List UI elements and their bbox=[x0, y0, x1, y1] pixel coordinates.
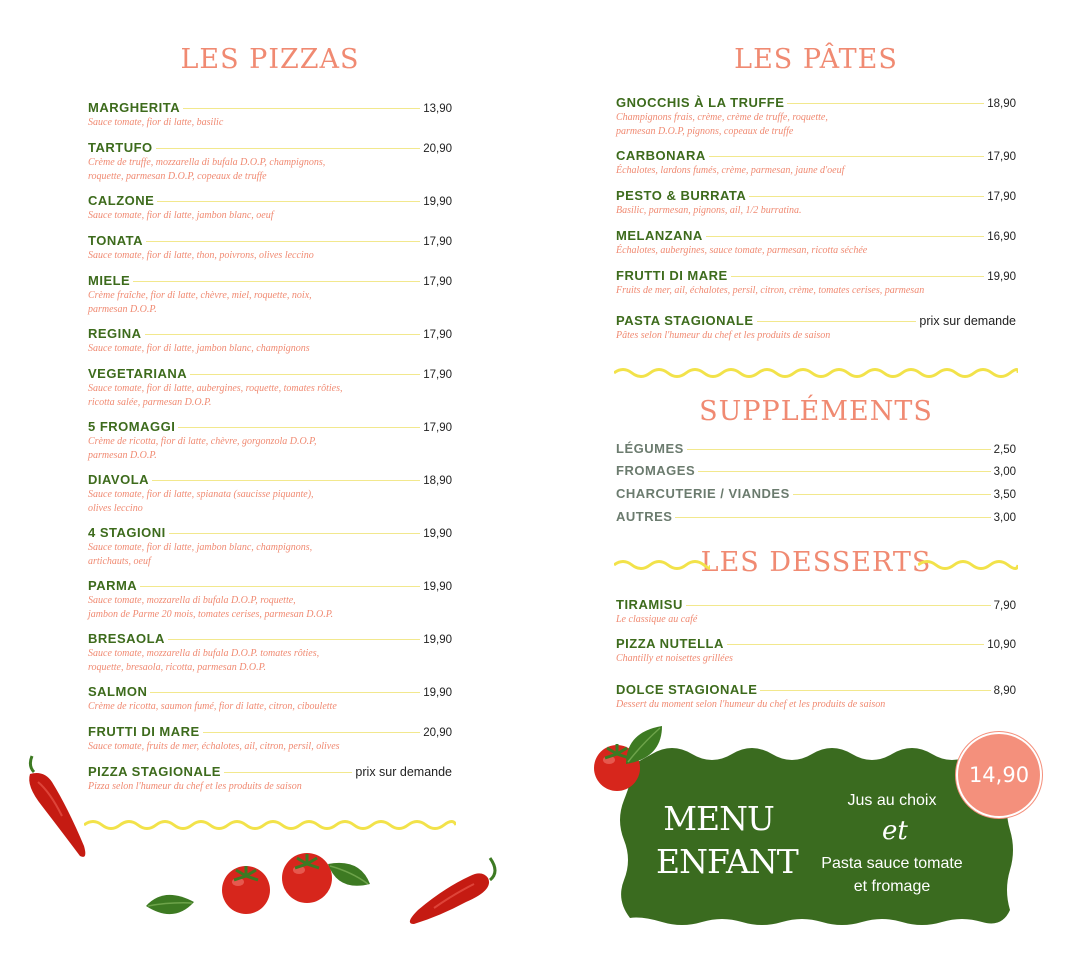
menu-item-price: 18,90 bbox=[423, 475, 452, 487]
menu-item-header bbox=[88, 140, 452, 155]
menu-item-description: Le classique au café bbox=[616, 614, 698, 625]
leader-line bbox=[698, 471, 990, 472]
leader-line bbox=[757, 321, 917, 322]
tomato-icon bbox=[220, 862, 272, 914]
menu-item-price: 19,90 bbox=[423, 634, 452, 646]
leader-line bbox=[140, 586, 420, 587]
leader-line bbox=[793, 494, 991, 495]
supplement-row bbox=[616, 463, 1016, 478]
menu-item-header bbox=[88, 764, 452, 779]
menu-item-description: Échalotes, aubergines, sauce tomate, parmesan, ricotta séchée bbox=[616, 245, 868, 256]
menu-item-name: CALZONE bbox=[88, 193, 155, 208]
menu-item bbox=[616, 268, 1016, 298]
leader-line bbox=[190, 374, 420, 375]
menu-item-description: Sauce tomate, mozzarella di bufala D.O.P. tomates rôties, roquette, bresaola, ricotta, parmesan D.O.P. bbox=[88, 648, 320, 673]
leader-line bbox=[687, 449, 991, 450]
menu-item bbox=[616, 228, 1016, 258]
section-title-supplements: SUPPLÉMENTS bbox=[699, 396, 933, 427]
menu-item bbox=[88, 724, 452, 754]
kids-menu-line3: et fromage bbox=[853, 878, 931, 895]
supplement-name: LÉGUMES bbox=[616, 441, 684, 456]
menu-item bbox=[616, 682, 1016, 712]
menu-item bbox=[88, 140, 452, 183]
leader-line bbox=[169, 533, 421, 534]
menu-item-description: Sauce tomate, fruits de mer, échalotes, ail, citron, persil, olives bbox=[88, 741, 340, 752]
leader-line bbox=[709, 156, 985, 157]
menu-item-header bbox=[88, 193, 452, 208]
menu-item-header bbox=[88, 684, 452, 699]
menu-item-header bbox=[616, 682, 1016, 697]
menu-item-name: FRUTTI DI MARE bbox=[616, 268, 728, 283]
menu-item-name: TONATA bbox=[88, 233, 143, 248]
menu-item-header bbox=[88, 233, 452, 248]
menu-item-description: Sauce tomate, fior di latte, jambon blanc, champignons, artichauts, oeuf bbox=[88, 542, 313, 567]
leader-line bbox=[224, 772, 352, 773]
menu-item-name: PIZZA NUTELLA bbox=[616, 636, 724, 651]
menu-item-name: SALMON bbox=[88, 684, 148, 699]
menu-item-price: 20,90 bbox=[423, 727, 452, 739]
menu-item-description: Crème fraîche, fior di latte, chèvre, miel, roquette, noix, parmesan D.O.P. bbox=[88, 290, 312, 315]
menu-item bbox=[88, 100, 452, 130]
leader-line bbox=[133, 281, 420, 282]
menu-item-description: Champignons frais, crème, crème de truffe, roquette, parmesan D.O.P, pignons, copeaux de truffe bbox=[616, 112, 828, 137]
menu-item-name: MELANZANA bbox=[616, 228, 703, 243]
kids-menu-line2: Pasta sauce tomate bbox=[821, 855, 963, 872]
menu-item-name: GNOCCHIS À LA TRUFFE bbox=[616, 95, 785, 110]
menu-item bbox=[616, 313, 1016, 343]
menu-item-name: 4 STAGIONI bbox=[88, 525, 166, 540]
menu-item-header bbox=[616, 188, 1016, 203]
menu-item-price: 16,90 bbox=[987, 231, 1016, 243]
menu-item-price: 18,90 bbox=[987, 98, 1016, 110]
basil-leaf-icon bbox=[144, 888, 198, 922]
menu-item-price: prix sur demande bbox=[919, 314, 1016, 328]
leader-line bbox=[150, 692, 420, 693]
menu-item-header bbox=[88, 525, 452, 540]
menu-item-description: Sauce tomate, mozzarella di bufala D.O.P, roquette, jambon de Parme 20 mois, tomates cerises, parmesan D.O.P. bbox=[88, 595, 334, 620]
menu-item-price: 17,90 bbox=[987, 151, 1016, 163]
leader-line bbox=[686, 605, 991, 606]
menu-item-description: Pâtes selon l'humeur du chef et les produits de saison bbox=[616, 330, 831, 341]
basil-leaf-icon bbox=[622, 724, 668, 770]
menu-item-description: Crème de truffe, mozzarella di bufala D.O.P, champignons, roquette, parmesan D.O.P, copeaux de truffe bbox=[88, 157, 326, 182]
leader-line bbox=[760, 690, 990, 691]
section-title-desserts: LES DESSERTS bbox=[700, 547, 932, 578]
menu-item-name: MIELE bbox=[88, 273, 131, 288]
menu-item-price: 17,90 bbox=[423, 422, 452, 434]
menu-item bbox=[88, 233, 452, 263]
supplement-row bbox=[616, 509, 1016, 524]
menu-item-header bbox=[616, 313, 1016, 328]
menu-item-description: Pizza selon l'humeur du chef et les produits de saison bbox=[88, 781, 302, 792]
menu-item-price: 19,90 bbox=[987, 271, 1016, 283]
leader-line bbox=[706, 236, 984, 237]
wave-divider-pates bbox=[614, 366, 1018, 380]
menu-item-name: TIRAMISU bbox=[616, 597, 683, 612]
menu-item-name: CARBONARA bbox=[616, 148, 706, 163]
right-column bbox=[616, 0, 1016, 720]
leader-line bbox=[178, 427, 420, 428]
menu-item-price: 20,90 bbox=[423, 143, 452, 155]
menu-item-header bbox=[616, 148, 1016, 163]
leader-line bbox=[731, 276, 985, 277]
menu-item-description: Crème de ricotta, fior di latte, chèvre, gorgonzola D.O.P, parmesan D.O.P. bbox=[88, 436, 317, 461]
menu-item-header bbox=[616, 268, 1016, 283]
supplement-price: 2,50 bbox=[993, 444, 1016, 456]
kids-menu-line1: Jus au choix bbox=[847, 792, 937, 809]
menu-item bbox=[88, 472, 452, 515]
red-chili-icon bbox=[22, 752, 94, 864]
menu-item bbox=[88, 764, 452, 794]
supplement-row bbox=[616, 441, 1016, 456]
menu-item-name: PIZZA STAGIONALE bbox=[88, 764, 221, 779]
menu-item-name: TARTUFO bbox=[88, 140, 153, 155]
menu-item-description: Basilic, parmesan, pignons, ail, 1/2 burratina. bbox=[616, 205, 802, 216]
menu-item-description: Sauce tomate, fior di latte, spianata (saucisse piquante), olives leccino bbox=[88, 489, 314, 514]
basil-leaf-icon bbox=[324, 858, 372, 898]
menu-item-name: PARMA bbox=[88, 578, 138, 593]
menu-item-description: Sauce tomate, fior di latte, aubergines, roquette, tomates rôties, ricotta salée, parmesan D.O.P. bbox=[88, 383, 343, 408]
menu-item-description: Échalotes, lardons fumés, crème, parmesan, jaune d'oeuf bbox=[616, 165, 845, 176]
leader-line bbox=[787, 103, 984, 104]
menu-item-header bbox=[88, 419, 452, 434]
menu-item-price: 19,90 bbox=[423, 581, 452, 593]
menu-item-header bbox=[616, 636, 1016, 651]
menu-item-header bbox=[616, 228, 1016, 243]
menu-item-price: 19,90 bbox=[423, 196, 452, 208]
menu-item bbox=[616, 636, 1016, 666]
menu-item-description: Fruits de mer, ail, échalotes, persil, citron, crème, tomates cerises, parmesan bbox=[616, 285, 925, 296]
wave-right-desserts bbox=[918, 558, 1018, 572]
kids-menu-title bbox=[656, 797, 798, 883]
supplement-price: 3,50 bbox=[993, 489, 1016, 501]
section-title-pates: LES PÂTES bbox=[734, 44, 898, 75]
menu-item bbox=[616, 148, 1016, 178]
menu-item bbox=[88, 326, 452, 356]
leader-line bbox=[145, 334, 421, 335]
menu-item bbox=[88, 684, 452, 714]
menu-item-header bbox=[88, 472, 452, 487]
menu-item-header bbox=[616, 95, 1016, 110]
menu-item-header bbox=[88, 326, 452, 341]
menu-item-description: Dessert du moment selon l'humeur du chef et les produits de saison bbox=[616, 699, 886, 710]
leader-line bbox=[749, 196, 984, 197]
wave-left-desserts bbox=[614, 558, 710, 572]
leader-line bbox=[156, 148, 421, 149]
supplement-name: CHARCUTERIE / VIANDES bbox=[616, 486, 790, 501]
menu-item-header bbox=[88, 578, 452, 593]
menu-item-name: MARGHERITA bbox=[88, 100, 181, 115]
kids-title-line1: MENU bbox=[663, 799, 774, 838]
menu-item bbox=[88, 193, 452, 223]
menu-item-header bbox=[88, 100, 452, 115]
menu-item-description: Sauce tomate, fior di latte, basilic bbox=[88, 117, 224, 128]
supplement-row bbox=[616, 486, 1016, 501]
menu-item-header bbox=[88, 273, 452, 288]
menu-item-header bbox=[88, 366, 452, 381]
menu-item-price: 8,90 bbox=[993, 685, 1016, 697]
kids-title-line2: ENFANT bbox=[656, 842, 798, 881]
menu-item-description: Chantilly et noisettes grillées bbox=[616, 653, 733, 664]
menu-item bbox=[616, 188, 1016, 218]
menu-item bbox=[88, 366, 452, 409]
menu-item bbox=[88, 578, 452, 621]
menu-item bbox=[88, 525, 452, 568]
supplement-name: FROMAGES bbox=[616, 463, 696, 478]
menu-item-name: DIAVOLA bbox=[88, 472, 150, 487]
menu-item-description: Sauce tomate, fior di latte, jambon blanc, champignons bbox=[88, 343, 310, 354]
menu-item-name: PASTA STAGIONALE bbox=[616, 313, 754, 328]
kids-menu-price: 14,90 bbox=[968, 763, 1030, 787]
menu-item-price: 17,90 bbox=[423, 276, 452, 288]
menu-item-price: 13,90 bbox=[423, 103, 452, 115]
menu-item bbox=[616, 597, 1016, 627]
menu-item-header bbox=[616, 597, 1016, 612]
menu-item-name: PESTO & BURRATA bbox=[616, 188, 747, 203]
pizzas-section bbox=[88, 0, 452, 830]
leader-line bbox=[727, 644, 984, 645]
leader-line bbox=[146, 241, 420, 242]
menu-item-name: DOLCE STAGIONALE bbox=[616, 682, 758, 697]
menu-item-name: FRUTTI DI MARE bbox=[88, 724, 200, 739]
menu-item-name: BRESAOLA bbox=[88, 631, 165, 646]
leader-line bbox=[183, 108, 420, 109]
supplement-price: 3,00 bbox=[993, 466, 1016, 478]
menu-item-price: 7,90 bbox=[993, 600, 1016, 612]
menu-item-price: 17,90 bbox=[423, 236, 452, 248]
menu-item-name: VEGETARIANA bbox=[88, 366, 188, 381]
menu-item-price: 17,90 bbox=[423, 329, 452, 341]
menu-item-price: prix sur demande bbox=[355, 765, 452, 779]
menu-item bbox=[88, 273, 452, 316]
menu-item-price: 17,90 bbox=[987, 191, 1016, 203]
leader-line bbox=[168, 639, 420, 640]
menu-item-header bbox=[88, 724, 452, 739]
menu-item-price: 19,90 bbox=[423, 687, 452, 699]
menu-item-description: Sauce tomate, fior di latte, thon, poivrons, olives leccino bbox=[88, 250, 314, 261]
menu-item bbox=[616, 95, 1016, 138]
red-chili-icon bbox=[404, 854, 504, 930]
supplement-name: AUTRES bbox=[616, 509, 673, 524]
menu-item bbox=[88, 419, 452, 462]
kids-menu-price-badge bbox=[958, 734, 1040, 816]
wave-divider-left bbox=[84, 818, 456, 832]
leader-line bbox=[152, 480, 420, 481]
menu-item-name: REGINA bbox=[88, 326, 142, 341]
supplement-price: 3,00 bbox=[993, 512, 1016, 524]
menu-item-name: 5 FROMAGGI bbox=[88, 419, 176, 434]
menu-item-price: 17,90 bbox=[423, 369, 452, 381]
menu-item-header bbox=[88, 631, 452, 646]
menu-item-description: Crème de ricotta, saumon fumé, fior di latte, citron, ciboulette bbox=[88, 701, 337, 712]
menu-item-price: 19,90 bbox=[423, 528, 452, 540]
menu-item-description: Sauce tomate, fior di latte, jambon blanc, oeuf bbox=[88, 210, 274, 221]
kids-menu-connector: et bbox=[882, 816, 908, 846]
leader-line bbox=[157, 201, 420, 202]
leader-line bbox=[203, 732, 421, 733]
leader-line bbox=[675, 517, 990, 518]
menu-item bbox=[88, 631, 452, 674]
section-title-pizzas: LES PIZZAS bbox=[180, 44, 360, 75]
menu-item-price: 10,90 bbox=[987, 639, 1016, 651]
